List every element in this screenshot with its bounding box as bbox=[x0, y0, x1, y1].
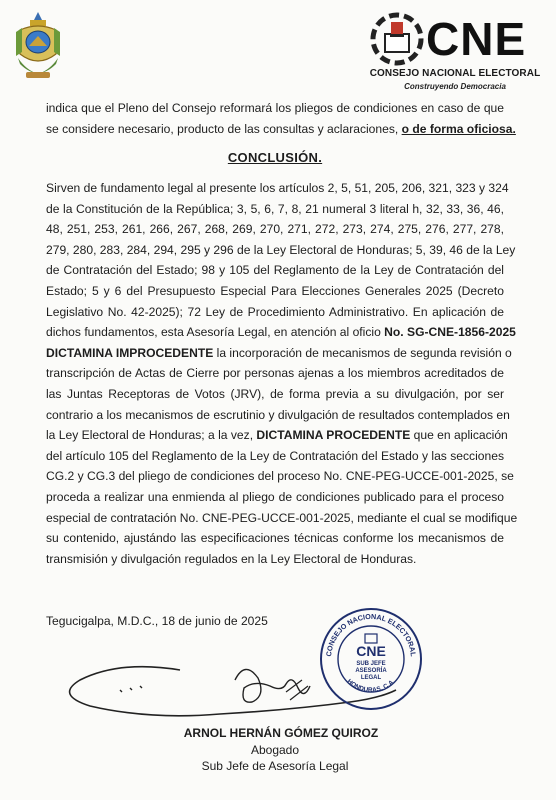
text-line: Sirven de fundamento legal al presente los artículos 2, 5, 51, 205, 206, 321, 323 y 324 bbox=[46, 181, 509, 195]
text-line: Estado; 5 y 6 del Presupuesto Especial Para Elecciones Generales 2025 (Decreto bbox=[46, 283, 504, 298]
text-line: de Contratación del Estado; 98 y 105 del Reglamento de la Ley de Contratación del bbox=[46, 263, 504, 278]
seal-line3: LEGAL bbox=[360, 675, 382, 681]
cne-logo bbox=[366, 12, 544, 94]
text-line: de la Constitución de la República; 3, 5, 6, 7, 8, 21 numeral 3 literal h, 32, 33, 36, 46, bbox=[46, 201, 504, 216]
text-line: indica que el Pleno del Consejo reformará los pliegos de condiciones en caso de que bbox=[46, 101, 504, 115]
cne-wordmark: CNE bbox=[426, 13, 527, 65]
cne-slogan: Construyendo Democracia bbox=[404, 82, 506, 91]
text-line: la Ley Electoral de Honduras; a la vez, DICTAMINA PROCEDENTE que en aplicación bbox=[46, 428, 508, 443]
text-line: del artículo 105 del Reglamento de la Ley de Contratación del Estado y las secciones bbox=[46, 448, 504, 463]
text-line: transcripción de Actas de Cierre por personas ajenas a los miembros acreditados de bbox=[46, 366, 504, 381]
text-line: CG.2 y CG.3 del pliego de condiciones del proceso No. CNE-PEG-UCCE-001-2025, se bbox=[46, 469, 514, 484]
text-line: 279, 280, 283, 284, 294, 295 y 296 de la Ley Electoral de Honduras; 5, 39, 46 de la Ley bbox=[46, 242, 516, 257]
signer-name: ARNOL HERNÁN GÓMEZ QUIROZ bbox=[183, 726, 379, 740]
cne-fullname: CONSEJO NACIONAL ELECTORAL bbox=[369, 68, 541, 79]
text-line: contrario a los mecanismos de escrutinio y divulgación de resultados contemplados en bbox=[46, 407, 510, 422]
conclusion-paragraph bbox=[46, 178, 518, 569]
text-line: se considere necesario, producto de las consultas y aclaraciones, o de forma oficiosa. bbox=[46, 121, 516, 136]
text-line: DICTAMINA IMPROCEDENTE la incorporación de mecanismos de segunda revisión o bbox=[46, 345, 512, 360]
ballot-box-icon bbox=[370, 12, 424, 66]
signer-role: Abogado bbox=[250, 743, 300, 757]
text-line: 48, 251, 253, 261, 266, 267, 268, 269, 270, 271, 272, 273, 274, 275, 276, 277, 278, bbox=[46, 222, 504, 237]
document-date: Tegucigalpa, M.D.C., 18 de junio de 2025 bbox=[46, 614, 268, 628]
underlined-phrase: o de forma oficiosa. bbox=[401, 121, 516, 136]
text-line: dichos fundamentos, esta Asesoría Legal, en atención al oficio No. SG-CNE-1856-2025 bbox=[46, 325, 516, 340]
section-heading: CONCLUSIÓN. bbox=[227, 150, 323, 165]
text-line: Legislativo No. 42-2025); 72 Ley de Procedimiento Administrativo. En aplicación de bbox=[46, 304, 504, 319]
seal-line2: ASESORÍA bbox=[355, 668, 387, 674]
verdict-improcedente: DICTAMINA IMPROCEDENTE bbox=[46, 345, 214, 360]
seal-bottom-text: HONDURAS, C.A. bbox=[345, 678, 397, 694]
text-line: su contenido, ajustándo las especificaciones técnicas conforme los mecanismos de bbox=[46, 531, 504, 546]
text-line: las Juntas Receptoras de Votos (JRV), de forma previa a su divulgación, por ser bbox=[46, 386, 504, 401]
intro-paragraph bbox=[46, 98, 516, 139]
verdict-procedente: DICTAMINA PROCEDENTE bbox=[256, 428, 411, 443]
text-line: transmisión y divulgación regulados en la Ley Electoral de Honduras. bbox=[46, 551, 417, 566]
official-seal-icon bbox=[318, 606, 424, 712]
seal-center-text: CNE bbox=[356, 643, 386, 659]
signer-title: Sub Jefe de Asesoría Legal bbox=[201, 759, 349, 773]
seal-ring-text: CONSEJO NACIONAL ELECTORAL bbox=[324, 611, 418, 658]
oficio-number: No. SG-CNE-1856-2025 bbox=[384, 325, 516, 340]
coat-of-arms-icon bbox=[12, 8, 64, 82]
seal-line1: SUB JEFE bbox=[356, 661, 386, 667]
text-line: especial de contratación No. CNE-PEG-UCCE-001-2025, mediante el cual se modifique bbox=[46, 510, 518, 525]
text-line: proceda a realizar una enmienda al pliego de condiciones publicado para el proceso bbox=[46, 489, 504, 504]
